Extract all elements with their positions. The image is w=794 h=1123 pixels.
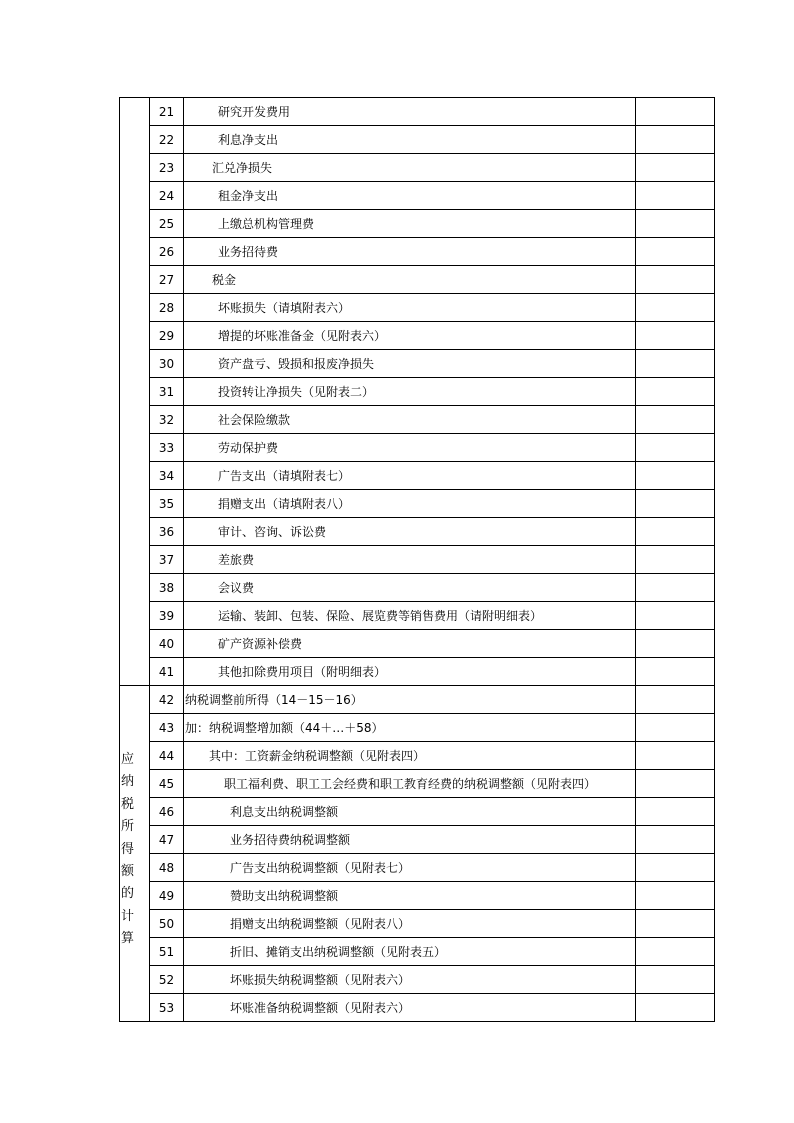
row-number: 40	[150, 630, 184, 658]
row-item-label: 投资转让净损失（见附表二）	[184, 378, 636, 406]
row-number: 25	[150, 210, 184, 238]
tax-form-body	[120, 98, 715, 1022]
row-amount-cell[interactable]	[636, 630, 715, 658]
table-row	[120, 938, 715, 966]
table-row	[120, 350, 715, 378]
row-number: 29	[150, 322, 184, 350]
row-item-label: 租金净支出	[184, 182, 636, 210]
row-number: 37	[150, 546, 184, 574]
row-item-label: 业务招待费	[184, 238, 636, 266]
row-amount-cell[interactable]	[636, 602, 715, 630]
row-number: 51	[150, 938, 184, 966]
row-amount-cell[interactable]	[636, 798, 715, 826]
row-number: 21	[150, 98, 184, 126]
row-item-label: 差旅费	[184, 546, 636, 574]
row-number: 52	[150, 966, 184, 994]
row-amount-cell[interactable]	[636, 126, 715, 154]
table-row	[120, 378, 715, 406]
row-item-label: 纳税调整前所得（14－15－16）	[184, 686, 636, 714]
row-number: 50	[150, 910, 184, 938]
row-item-label: 捐赠支出纳税调整额（见附表八）	[184, 910, 636, 938]
row-item-label: 其他扣除费用项目（附明细表）	[184, 658, 636, 686]
row-item-label: 广告支出纳税调整额（见附表七）	[184, 854, 636, 882]
row-item-label: 坏账准备纳税调整额（见附表六）	[184, 994, 636, 1022]
row-number: 39	[150, 602, 184, 630]
row-item-label: 职工福利费、职工工会经费和职工教育经费的纳税调整额（见附表四）	[184, 770, 636, 798]
row-amount-cell[interactable]	[636, 994, 715, 1022]
row-amount-cell[interactable]	[636, 350, 715, 378]
section-cell-taxable-income	[120, 686, 150, 1022]
table-row	[120, 406, 715, 434]
row-number: 36	[150, 518, 184, 546]
row-item-label: 坏账损失（请填附表六）	[184, 294, 636, 322]
table-row	[120, 322, 715, 350]
row-amount-cell[interactable]	[636, 714, 715, 742]
table-row	[120, 98, 715, 126]
table-row	[120, 574, 715, 602]
section-label-vertical: 应 纳 税 所 得 额 的 计 算	[121, 752, 135, 947]
row-amount-cell[interactable]	[636, 938, 715, 966]
row-amount-cell[interactable]	[636, 154, 715, 182]
table-row	[120, 182, 715, 210]
row-amount-cell[interactable]	[636, 686, 715, 714]
row-number: 35	[150, 490, 184, 518]
row-item-label: 研究开发费用	[184, 98, 636, 126]
tax-form-table	[119, 97, 715, 1022]
table-row	[120, 238, 715, 266]
table-row	[120, 602, 715, 630]
row-amount-cell[interactable]	[636, 658, 715, 686]
row-item-label: 劳动保护费	[184, 434, 636, 462]
row-number: 24	[150, 182, 184, 210]
row-number: 23	[150, 154, 184, 182]
row-item-label: 利息支出纳税调整额	[184, 798, 636, 826]
row-item-label: 折旧、摊销支出纳税调整额（见附表五）	[184, 938, 636, 966]
table-row	[120, 210, 715, 238]
section-cell-expenses	[120, 98, 150, 686]
row-item-label: 矿产资源补偿费	[184, 630, 636, 658]
row-amount-cell[interactable]	[636, 826, 715, 854]
row-number: 46	[150, 798, 184, 826]
table-row	[120, 798, 715, 826]
table-row	[120, 966, 715, 994]
row-item-label: 加：纳税调整增加额（44＋…＋58）	[184, 714, 636, 742]
table-row	[120, 518, 715, 546]
row-number: 49	[150, 882, 184, 910]
row-amount-cell[interactable]	[636, 742, 715, 770]
row-item-label: 会议费	[184, 574, 636, 602]
row-amount-cell[interactable]	[636, 406, 715, 434]
table-row	[120, 154, 715, 182]
table-row	[120, 742, 715, 770]
row-amount-cell[interactable]	[636, 910, 715, 938]
row-amount-cell[interactable]	[636, 378, 715, 406]
table-row	[120, 854, 715, 882]
row-amount-cell[interactable]	[636, 210, 715, 238]
table-row	[120, 294, 715, 322]
table-row	[120, 714, 715, 742]
row-number: 34	[150, 462, 184, 490]
row-amount-cell[interactable]	[636, 266, 715, 294]
row-number: 32	[150, 406, 184, 434]
row-amount-cell[interactable]	[636, 294, 715, 322]
row-item-label: 税金	[184, 266, 636, 294]
row-number: 31	[150, 378, 184, 406]
row-item-label: 赞助支出纳税调整额	[184, 882, 636, 910]
row-amount-cell[interactable]	[636, 854, 715, 882]
table-row	[120, 546, 715, 574]
row-amount-cell[interactable]	[636, 490, 715, 518]
row-number: 22	[150, 126, 184, 154]
row-amount-cell[interactable]	[636, 238, 715, 266]
row-amount-cell[interactable]	[636, 546, 715, 574]
table-row	[120, 686, 715, 714]
row-number: 33	[150, 434, 184, 462]
row-number: 38	[150, 574, 184, 602]
table-row	[120, 490, 715, 518]
row-number: 47	[150, 826, 184, 854]
row-amount-cell[interactable]	[636, 322, 715, 350]
table-row	[120, 826, 715, 854]
table-row	[120, 434, 715, 462]
table-row	[120, 462, 715, 490]
row-amount-cell[interactable]	[636, 574, 715, 602]
row-amount-cell[interactable]	[636, 462, 715, 490]
table-row	[120, 882, 715, 910]
row-item-label: 捐赠支出（请填附表八）	[184, 490, 636, 518]
row-number: 44	[150, 742, 184, 770]
row-number: 48	[150, 854, 184, 882]
row-item-label: 坏账损失纳税调整额（见附表六）	[184, 966, 636, 994]
row-amount-cell[interactable]	[636, 518, 715, 546]
row-number: 42	[150, 686, 184, 714]
row-item-label: 其中：工资薪金纳税调整额（见附表四）	[184, 742, 636, 770]
row-item-label: 上缴总机构管理费	[184, 210, 636, 238]
row-number: 43	[150, 714, 184, 742]
row-amount-cell[interactable]	[636, 182, 715, 210]
row-amount-cell[interactable]	[636, 882, 715, 910]
table-row	[120, 658, 715, 686]
row-amount-cell[interactable]	[636, 98, 715, 126]
row-number: 26	[150, 238, 184, 266]
table-row	[120, 126, 715, 154]
row-item-label: 广告支出（请填附表七）	[184, 462, 636, 490]
row-amount-cell[interactable]	[636, 434, 715, 462]
row-number: 28	[150, 294, 184, 322]
table-row	[120, 770, 715, 798]
row-number: 45	[150, 770, 184, 798]
table-row	[120, 994, 715, 1022]
row-number: 41	[150, 658, 184, 686]
row-amount-cell[interactable]	[636, 770, 715, 798]
row-item-label: 运输、装卸、包装、保险、展览费等销售费用（请附明细表）	[184, 602, 636, 630]
row-item-label: 增提的坏账准备金（见附表六）	[184, 322, 636, 350]
table-row	[120, 910, 715, 938]
row-item-label: 利息净支出	[184, 126, 636, 154]
row-item-label: 资产盘亏、毁损和报废净损失	[184, 350, 636, 378]
row-item-label: 汇兑净损失	[184, 154, 636, 182]
row-number: 27	[150, 266, 184, 294]
table-row	[120, 630, 715, 658]
row-item-label: 业务招待费纳税调整额	[184, 826, 636, 854]
row-number: 30	[150, 350, 184, 378]
row-item-label: 社会保险缴款	[184, 406, 636, 434]
table-row	[120, 266, 715, 294]
row-amount-cell[interactable]	[636, 966, 715, 994]
row-item-label: 审计、咨询、诉讼费	[184, 518, 636, 546]
row-number: 53	[150, 994, 184, 1022]
